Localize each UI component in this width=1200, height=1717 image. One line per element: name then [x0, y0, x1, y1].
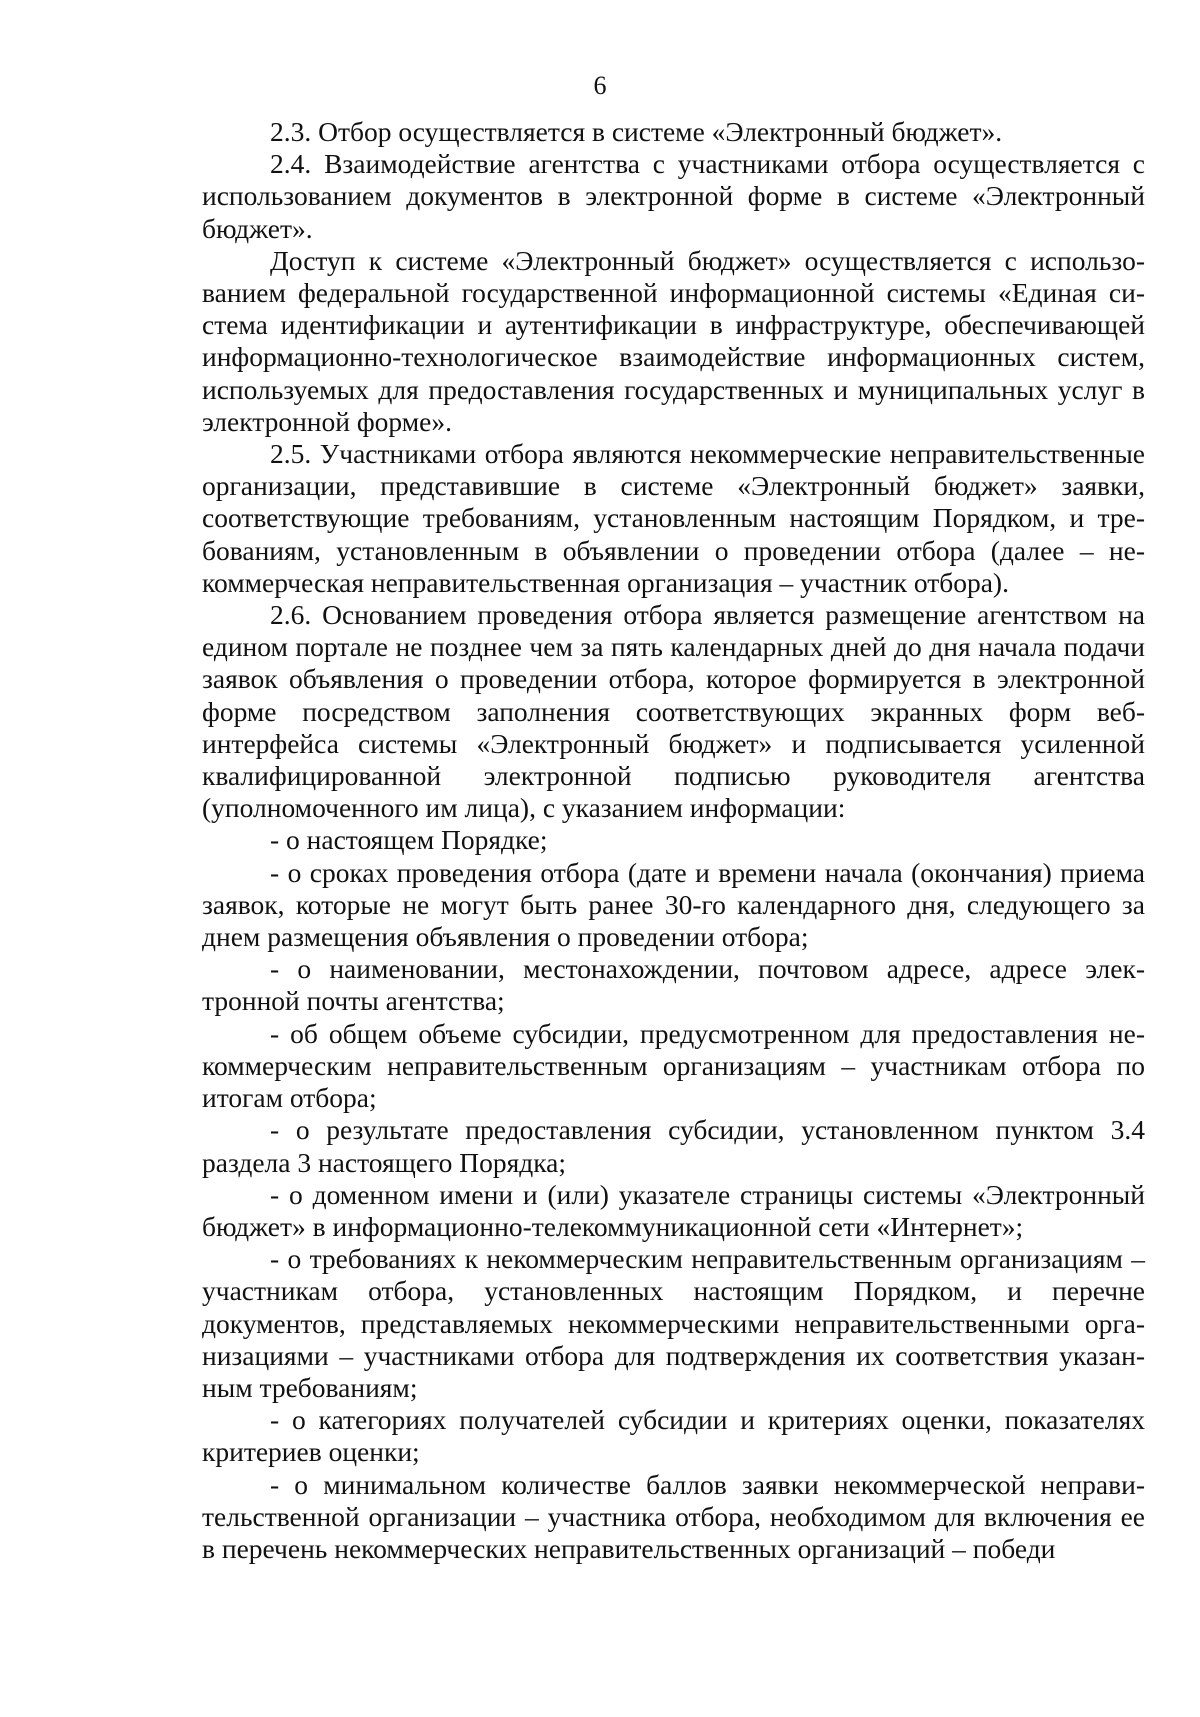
page-number: 6: [593, 71, 607, 100]
paragraph-2-5: 2.5. Участниками отбора являются некоммерческие неправительственные организации, представившие в системе «Электронный бюджет» заявки, соответствующие требованиям, установленным настоящим Порядком, и требованиям, установленным в объявлении о проведении отбора (далее – некоммерческая неправительственная организация – участник отбора).: [202, 438, 1145, 598]
list-item: - о наименовании, местонахождении, почтовом адресе, адресе электронной почты агентства;: [202, 953, 1145, 1017]
paragraph-2-4: 2.4. Взаимодействие агентства с участниками отбора осуществляется с использованием документов в электронной форме в системе «Электронный бюджет».: [202, 148, 1145, 244]
list-item: - о минимальном количестве баллов заявки некоммерческой неправительственной организации – участника отбора, необходимом для включения ее в перечень некоммерческих неправительственных организаций – победи: [202, 1468, 1145, 1564]
list-item: - о результате предоставления субсидии, установленном пунктом 3.4 раздела 3 настоящего Порядка;: [202, 1114, 1145, 1178]
list-item: - о настоящем Порядке;: [270, 824, 548, 856]
document-body: [202, 116, 1145, 1565]
list-item: - о доменном имени и (или) указателе страницы системы «Электронный бюджет» в информационно-телекоммуникационной сети «Интернет»;: [202, 1178, 1145, 1242]
paragraph-access: Доступ к системе «Электронный бюджет» осуществляется с использованием федеральной государственной информационной системы «Единая система идентификации и аутентификации в инфраструктуре, обеспечивающей информационно-технологическое взаимодействие информационных систем, используемых для предоставления государственных и муниципальных услуг в электронной форме».: [202, 244, 1145, 437]
list-item: - о категориях получателей субсидии и критериях оценки, показателях критериев оценки;: [202, 1404, 1145, 1468]
list-item: - о сроках проведения отбора (дате и времени начала (окончания) приема заявок, которые не могут быть ранее 30-го календарного дня, следующего за днем размещения объявления о проведении отбора;: [202, 856, 1145, 953]
paragraph-2-3: 2.3. Отбор осуществляется в системе «Электронный бюджет».: [270, 116, 1003, 147]
list-item: - об общем объеме субсидии, предусмотренном для предоставления некоммерческим неправительственным организациям – участникам отбора по итогам отбора;: [202, 1017, 1145, 1114]
list-item: - о требованиях к некоммерческим неправительственным организациям – участникам отбора, установленных настоящим Порядком, и перечне документов, представляемых некоммерческими неправительственными организациями – участниками отбора для подтверждения их соответствия указанным требованиям;: [202, 1243, 1145, 1403]
paragraph-2-6: 2.6. Основанием проведения отбора является размещение агентством на едином портале не позднее чем за пять календарных дней до дня начала подачи заявок объявления о проведении отбора, которое формируется в электронной форме посредством заполнения соответствующих экранных форм веб-интерфейса системы «Электронный бюджет» и подписывается усиленной квалифицированной электронной подписью руководителя агентства (уполномоченного им лица), с указанием информации:: [202, 599, 1145, 824]
